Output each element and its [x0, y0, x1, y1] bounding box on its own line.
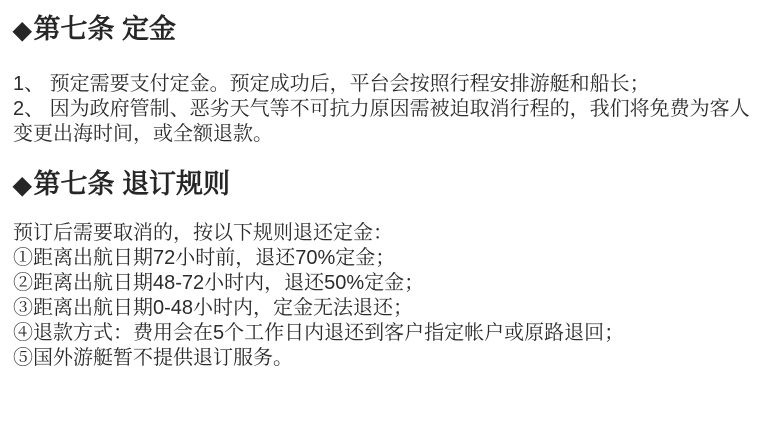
- text-line: 1、 预定需要支付定金。预定成功后，平台会按照行程安排游艇和船长；: [13, 73, 650, 95]
- section-cancellation-title: [13, 167, 752, 203]
- text-line: ①距离出航日期72小时前，退还70%定金；: [13, 247, 396, 269]
- text-line: ④退款方式：费用会在5个工作日内退还到客户指定帐户或原路退回；: [13, 322, 625, 344]
- diamond-bullet-icon: ◆: [13, 17, 32, 44]
- section-cancellation-body: [13, 221, 752, 371]
- text-line: 变更出海时间，或全额退款。: [13, 123, 273, 145]
- text-line: ③距离出航日期0-48小时内，定金无法退还；: [13, 297, 414, 319]
- section-deposit-body: [13, 72, 752, 147]
- section-deposit-title-text: 第七条 定金: [33, 14, 176, 44]
- text-line: 2、 因为政府管制、恶劣天气等不可抗力原因需被迫取消行程的，我们将免费为客人: [13, 98, 750, 120]
- section-cancellation-title-text: 第七条 退订规则: [33, 169, 230, 199]
- text-line: ②距离出航日期48-72小时内，退还50%定金；: [13, 272, 425, 294]
- diamond-bullet-icon: ◆: [13, 172, 32, 199]
- section-deposit: [13, 12, 752, 147]
- section-cancellation: [13, 167, 752, 371]
- text-line: 预订后需要取消的，按以下规则退还定金：: [13, 222, 393, 244]
- text-line: ⑤国外游艇暂不提供退订服务。: [13, 347, 293, 369]
- section-deposit-title: [13, 12, 752, 48]
